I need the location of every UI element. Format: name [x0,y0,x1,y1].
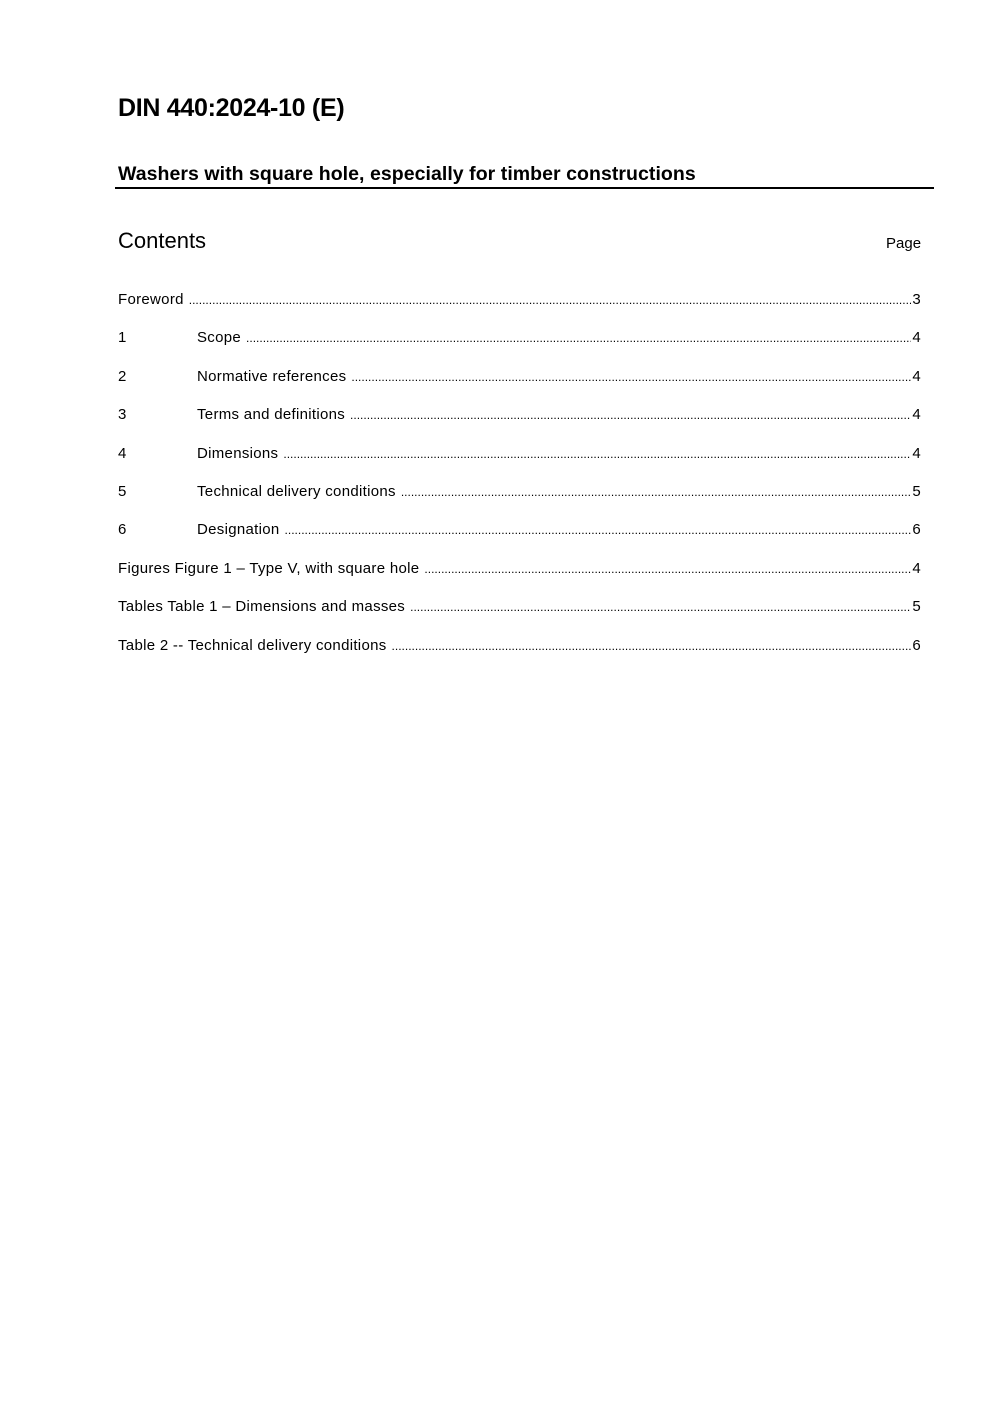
toc-entry-number: 5 [118,482,127,500]
toc-entry-page: 6 [912,521,921,539]
toc-entry-page: 3 [912,291,921,308]
toc-entry-designation[interactable] [118,521,921,559]
toc-entry-number: 2 [118,367,127,385]
document-title: DIN 440:2024-10 (E) [118,94,345,122]
toc-entry-page: 4 [912,367,921,385]
toc-entry-technical-delivery-conditions[interactable] [118,483,921,521]
toc-entry-page: 5 [912,482,921,500]
toc-leader-dots [424,562,911,576]
toc-entry-scope[interactable] [118,329,921,367]
toc-entry-label: Figures Figure 1 – Type V, with square hole [118,559,420,577]
toc-entry-number: 4 [118,444,127,462]
toc-entry-table-1[interactable] [118,598,921,636]
toc-entry-label: Foreword [118,291,184,308]
toc-entry-number: 3 [118,406,127,424]
toc-entry-label: Tables Table 1 – Dimensions and masses [118,598,406,616]
toc-entry-page: 4 [912,559,921,577]
subtitle-divider [115,187,934,189]
toc-entry-number: 1 [118,329,127,347]
toc-leader-dots [392,639,912,653]
toc-leader-dots [283,447,911,461]
toc-entry-number: 6 [118,521,127,539]
toc-leader-dots [350,408,911,422]
toc-entry-dimensions[interactable] [118,445,921,483]
toc-leader-dots [351,370,911,384]
toc-entry-label: Designation [197,521,280,539]
toc-entry-page: 5 [912,598,921,616]
table-of-contents [118,291,921,675]
toc-entry-label: Normative references [197,367,347,385]
toc-entry-page: 4 [912,406,921,424]
toc-entry-page: 6 [912,636,921,654]
toc-entry-label: Scope [197,329,242,347]
toc-entry-page: 4 [912,329,921,347]
toc-leader-dots [401,485,912,499]
document-subtitle: Washers with square hole, especially for timber constructions [118,163,696,185]
toc-entry-normative-references[interactable] [118,368,921,406]
toc-entry-label: Dimensions [197,444,279,462]
toc-entry-terms-and-definitions[interactable] [118,406,921,444]
toc-leader-dots [246,331,911,345]
toc-leader-dots [189,293,912,307]
toc-entry-foreword[interactable] [118,291,921,329]
toc-entry-figure-1[interactable] [118,560,921,598]
toc-entry-label: Technical delivery conditions [197,482,396,500]
toc-entry-page: 4 [912,444,921,462]
toc-entry-label: Table 2 -- Technical delivery conditions [118,636,387,654]
toc-leader-dots [410,600,911,614]
toc-entry-label: Terms and definitions [197,406,346,424]
contents-heading: Contents [118,228,207,253]
toc-leader-dots [285,523,912,537]
toc-entry-table-2[interactable] [118,637,921,675]
page-column-heading: Page [886,235,922,252]
